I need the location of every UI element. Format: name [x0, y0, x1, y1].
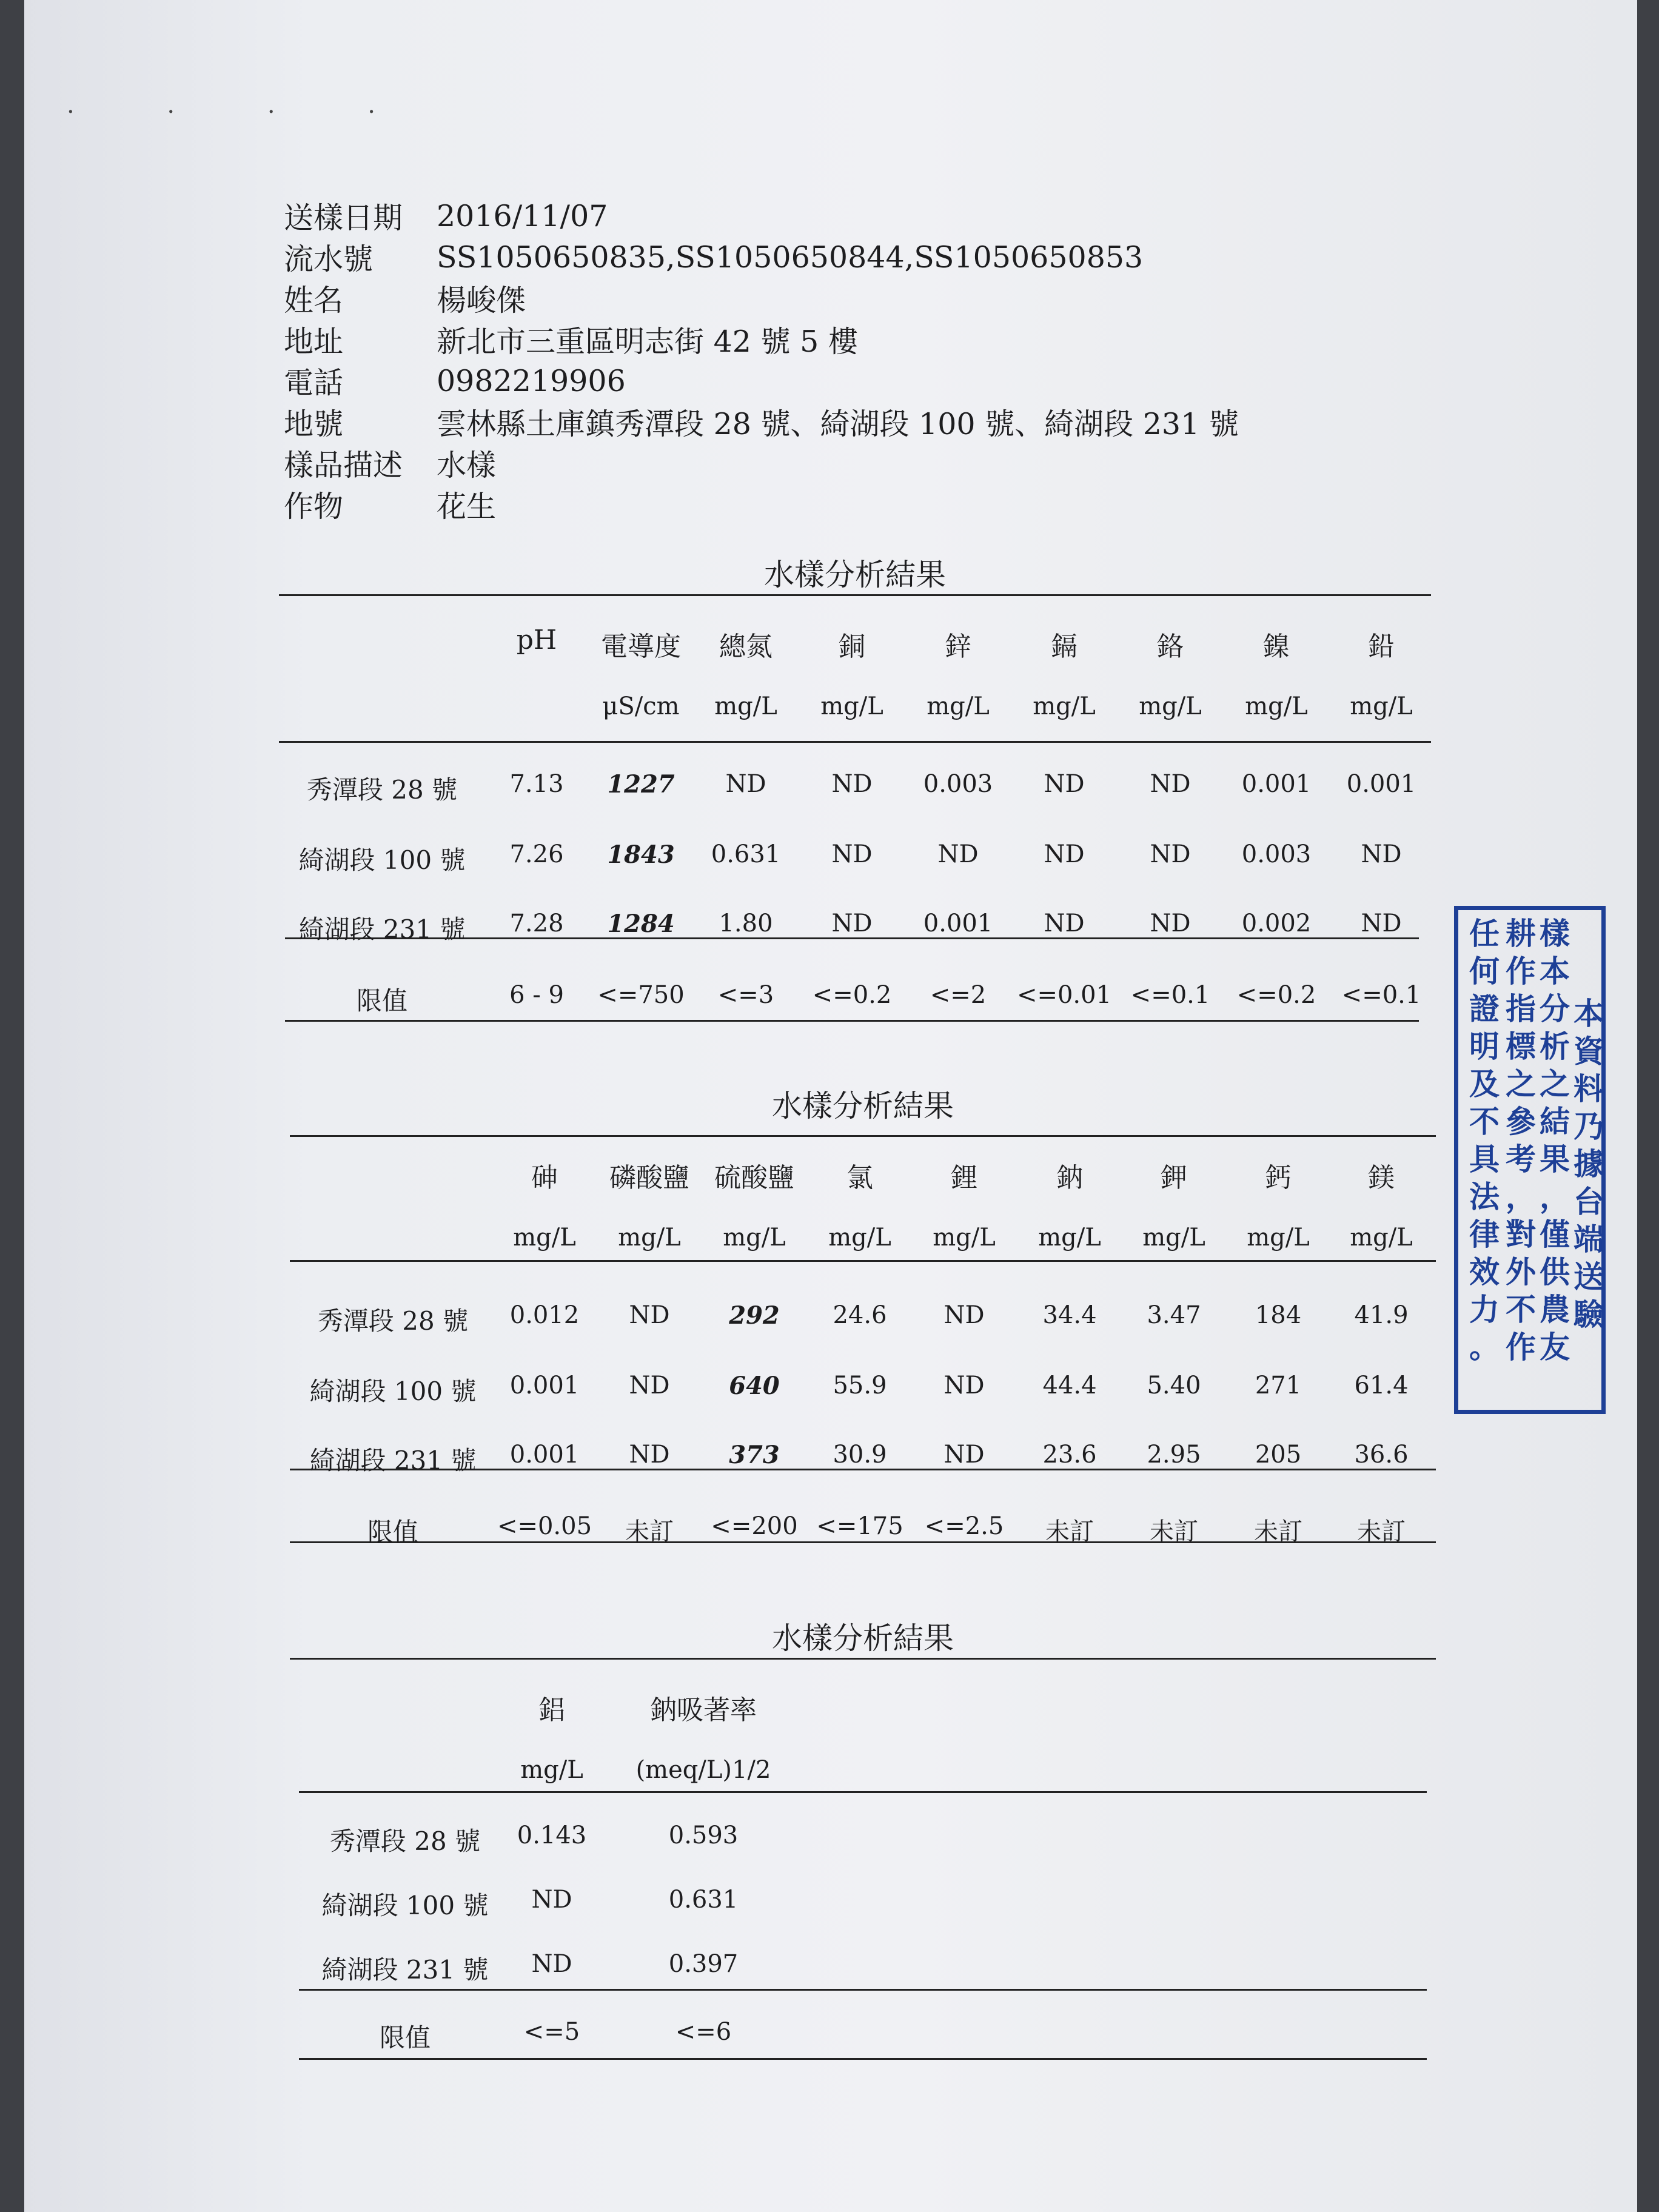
limit-cell: 未訂	[625, 1518, 674, 1546]
table-rule	[299, 2058, 1427, 2060]
info-row-phone	[284, 360, 1239, 401]
column-unit: mg/L	[520, 1756, 583, 1784]
stamp-char: 分	[1540, 991, 1570, 1027]
table-cell: ND	[937, 840, 979, 868]
table-rule	[290, 1260, 1436, 1262]
table-cell: 373	[729, 1441, 780, 1469]
table-title: 水樣分析結果	[764, 557, 946, 592]
limit-cell: 未訂	[1045, 1518, 1094, 1546]
scan-marks: . . . .	[67, 91, 418, 119]
table-rule	[279, 594, 1431, 596]
table-cell: 0.001	[1346, 770, 1416, 798]
column-header: 鎳	[1263, 631, 1290, 662]
limit-cell: <=2.5	[924, 1512, 1004, 1540]
limit-cell: <=0.1	[1130, 981, 1210, 1009]
column-unit: μS/cm	[602, 692, 680, 720]
stamp-char: 農	[1540, 1292, 1570, 1327]
table-cell: 0.143	[517, 1822, 587, 1849]
stamp-char: 果	[1540, 1141, 1570, 1177]
column-header: 鋁	[538, 1695, 565, 1726]
stamp-char: 驗	[1574, 1296, 1604, 1332]
limit-cell: <=0.1	[1341, 981, 1421, 1009]
table-cell: 3.47	[1147, 1301, 1201, 1329]
row-label: 綺湖段 231 號	[321, 1955, 489, 1985]
table-cell: 0.012	[509, 1301, 580, 1329]
info-label: 姓名	[284, 283, 344, 318]
table-cell: 1227	[607, 770, 675, 799]
table-cell: 0.001	[1241, 770, 1312, 798]
info-row-name	[284, 278, 1239, 319]
stamp-char: 耕	[1506, 916, 1536, 951]
table-cell: ND	[943, 1372, 985, 1399]
column-unit: mg/L	[1247, 1224, 1310, 1252]
sample-info	[284, 195, 1239, 525]
table-cell: 0.003	[923, 770, 993, 798]
table-cell: ND	[1361, 840, 1402, 868]
column-header: 鎂	[1368, 1162, 1395, 1193]
row-label: 綺湖段 100 號	[298, 845, 466, 875]
info-value: 新北市三重區明志街 42 號 5 樓	[437, 324, 858, 359]
table-cell: ND	[943, 1441, 985, 1469]
stamp-char: 具	[1469, 1141, 1500, 1177]
table-cell: ND	[943, 1301, 985, 1329]
column-header: 鈣	[1265, 1162, 1292, 1193]
table-cell: 23.6	[1042, 1441, 1097, 1469]
stamp-char: 料	[1574, 1071, 1604, 1107]
limit-cell: <=750	[597, 981, 685, 1009]
info-value: 花生	[437, 489, 497, 524]
column-unit: mg/L	[1033, 692, 1096, 720]
stamp-char: 之	[1540, 1066, 1570, 1102]
table-cell: ND	[1361, 910, 1402, 937]
stamp-char: 指	[1506, 991, 1536, 1027]
table-cell: 0.397	[668, 1950, 739, 1978]
stamp-char: 參	[1506, 1104, 1536, 1139]
table-cell: ND	[1044, 770, 1085, 798]
row-label: 綺湖段 100 號	[321, 1891, 489, 1920]
stamp-char: 明	[1469, 1028, 1500, 1064]
limit-cell: <=0.2	[812, 981, 892, 1009]
column-header: 氯	[846, 1162, 873, 1193]
column-header: 銅	[839, 631, 865, 662]
column-unit: mg/L	[714, 692, 777, 720]
stamp-char: 乃	[1574, 1108, 1604, 1144]
table-cell: 1284	[607, 910, 675, 938]
table-cell: 61.4	[1354, 1372, 1409, 1399]
table-rule	[299, 1989, 1427, 1991]
table-cell: 41.9	[1354, 1301, 1409, 1329]
table-rule	[299, 1791, 1427, 1793]
info-value: 水樣	[437, 448, 497, 483]
limit-cell: 6 - 9	[509, 981, 564, 1009]
column-unit: mg/L	[1350, 692, 1413, 720]
limit-cell: <=0.05	[497, 1512, 592, 1540]
stamp-char: 本	[1540, 953, 1570, 989]
table-cell: 0.001	[509, 1441, 580, 1469]
table-rule	[279, 741, 1431, 743]
table-cell: 30.9	[833, 1441, 887, 1469]
table-cell: ND	[1044, 910, 1085, 937]
info-label: 地址	[284, 324, 344, 359]
stamp-char: 之	[1506, 1066, 1536, 1102]
table-cell: 184	[1255, 1301, 1302, 1329]
info-value: 雲林縣土庫鎮秀潭段 28 號、綺湖段 100 號、綺湖段 231 號	[437, 407, 1239, 441]
stamp-char: 及	[1469, 1066, 1500, 1102]
table-cell: 1.80	[719, 910, 773, 937]
table-cell: 7.26	[509, 840, 564, 868]
stamp-char: 不	[1506, 1292, 1536, 1327]
table-cell: ND	[831, 840, 873, 868]
limit-cell: 未訂	[1254, 1518, 1302, 1546]
column-unit: mg/L	[933, 1224, 996, 1252]
info-value: SS1050650835,SS1050650844,SS1050650853	[437, 240, 1144, 275]
table-cell: 36.6	[1354, 1441, 1409, 1469]
table-title: 水樣分析結果	[772, 1088, 954, 1124]
table-cell: 1843	[607, 840, 675, 869]
disclaimer-stamp	[1454, 906, 1606, 1414]
table-cell: 24.6	[833, 1301, 887, 1329]
table-cell: ND	[629, 1372, 670, 1399]
stamp-char: 作	[1506, 1329, 1536, 1365]
column-header: 鉛	[1368, 631, 1395, 662]
table-cell: 0.593	[668, 1822, 739, 1849]
stamp-char: ，	[1540, 1179, 1570, 1215]
limit-cell: <=0.2	[1236, 981, 1316, 1009]
table-cell: 5.40	[1147, 1372, 1201, 1399]
limit-cell: 未訂	[1357, 1518, 1406, 1546]
stamp-char: 析	[1540, 1028, 1570, 1064]
limit-cell: <=5	[523, 2018, 580, 2046]
column-unit: mg/L	[1139, 692, 1202, 720]
table-cell: 7.13	[509, 770, 564, 798]
info-value: 楊峻傑	[437, 283, 526, 318]
info-label: 樣品描述	[284, 448, 403, 483]
analysis-table-3	[290, 1609, 1436, 2070]
stamp-char: 樣	[1540, 916, 1570, 951]
stamp-char: 結	[1540, 1104, 1570, 1139]
stamp-char: 。	[1469, 1329, 1500, 1365]
stamp-char: 標	[1506, 1028, 1536, 1064]
stamp-char: 律	[1469, 1216, 1500, 1252]
limit-cell: <=200	[711, 1512, 798, 1540]
info-label: 作物	[284, 489, 344, 524]
column-header: 鈉吸著率	[650, 1695, 757, 1726]
info-row-address	[284, 319, 1239, 360]
stamp-char: 力	[1469, 1292, 1500, 1327]
column-header: 鋅	[945, 631, 971, 662]
column-unit: mg/L	[513, 1224, 576, 1252]
row-label: 綺湖段 100 號	[309, 1376, 477, 1406]
info-value: 0982219906	[437, 363, 626, 398]
stamp-char: 作	[1506, 953, 1536, 989]
column-header: 電導度	[601, 631, 681, 662]
table-cell: 0.631	[668, 1886, 739, 1914]
stamp-char: 送	[1574, 1259, 1604, 1295]
table-cell: 640	[729, 1372, 780, 1400]
row-label: 綺湖段 231 號	[298, 914, 466, 944]
stamp-char: 效	[1469, 1254, 1500, 1290]
table-cell: 34.4	[1042, 1301, 1097, 1329]
info-value: 2016/11/07	[437, 198, 608, 233]
limit-cell: <=175	[816, 1512, 903, 1540]
column-header: pH	[516, 625, 557, 655]
column-unit: mg/L	[1245, 692, 1308, 720]
table-cell: 292	[729, 1301, 780, 1330]
analysis-table-2	[290, 1077, 1436, 1562]
stamp-char: 考	[1506, 1141, 1536, 1177]
stamp-char: 外	[1506, 1254, 1536, 1290]
column-header: 鉻	[1157, 631, 1184, 662]
table-cell: 0.002	[1241, 910, 1312, 937]
info-row-date	[284, 195, 1239, 236]
limit-cell: <=0.01	[1016, 981, 1112, 1009]
table-cell: 0.001	[923, 910, 993, 937]
limit-cell: <=6	[675, 2018, 732, 2046]
table-rule	[290, 1658, 1436, 1660]
limit-cell: 未訂	[1150, 1518, 1198, 1546]
info-row-crop	[284, 484, 1239, 525]
column-unit: mg/L	[723, 1224, 786, 1252]
limit-label: 限值	[379, 2023, 431, 2053]
table-cell: ND	[1150, 840, 1191, 868]
table-cell: 0.001	[509, 1372, 580, 1399]
stamp-char: 何	[1469, 953, 1500, 989]
column-header: 硫酸鹽	[714, 1162, 794, 1193]
table-cell: ND	[531, 1950, 572, 1978]
stamp-char: 台	[1574, 1184, 1604, 1219]
table-cell: 2.95	[1147, 1441, 1201, 1469]
column-unit: mg/L	[1038, 1224, 1101, 1252]
stamp-char: ，	[1506, 1179, 1536, 1215]
stamp-char: 資	[1574, 1033, 1604, 1069]
column-header: 鋰	[951, 1162, 977, 1193]
row-label: 秀潭段 28 號	[306, 775, 458, 805]
info-label: 地號	[284, 407, 344, 441]
table-cell: 55.9	[833, 1372, 887, 1399]
table-cell: 205	[1255, 1441, 1302, 1469]
table-rule	[285, 1020, 1419, 1022]
stamp-char: 僅	[1540, 1216, 1570, 1252]
table-cell: 0.631	[711, 840, 781, 868]
column-header: 鈉	[1056, 1162, 1083, 1193]
table-cell: ND	[1150, 910, 1191, 937]
table-cell: ND	[1150, 770, 1191, 798]
analysis-table-1	[279, 546, 1431, 1031]
table-cell: ND	[629, 1301, 670, 1329]
stamp-char: 法	[1469, 1179, 1500, 1215]
row-label: 秀潭段 28 號	[329, 1826, 481, 1856]
column-header: 砷	[531, 1162, 558, 1193]
table-cell: 7.28	[509, 910, 564, 937]
stamp-char: 任	[1469, 916, 1500, 951]
limit-cell: <=3	[717, 981, 774, 1009]
row-label: 秀潭段 28 號	[317, 1306, 469, 1336]
table-title: 水樣分析結果	[772, 1621, 954, 1656]
info-label: 電話	[284, 366, 344, 400]
stamp-char: 證	[1469, 991, 1500, 1027]
row-label: 綺湖段 231 號	[309, 1446, 477, 1475]
stamp-char: 本	[1574, 996, 1604, 1031]
table-cell: ND	[831, 770, 873, 798]
table-cell: 0.003	[1241, 840, 1312, 868]
table-cell: ND	[531, 1886, 572, 1914]
info-row-lot	[284, 401, 1239, 443]
column-unit: mg/L	[618, 1224, 681, 1252]
stamp-char: 據	[1574, 1146, 1604, 1182]
table-cell: 44.4	[1042, 1372, 1097, 1399]
column-unit: mg/L	[828, 1224, 891, 1252]
column-header: 總氮	[719, 631, 773, 662]
table-cell: ND	[629, 1441, 670, 1469]
table-cell: 271	[1255, 1372, 1302, 1399]
limit-label: 限值	[356, 986, 408, 1016]
column-unit: mg/L	[1142, 1224, 1205, 1252]
table-cell: ND	[831, 910, 873, 937]
table-rule	[290, 1135, 1436, 1137]
info-label: 流水號	[284, 242, 374, 276]
stamp-column	[1467, 915, 1502, 1366]
info-row-serial	[284, 236, 1239, 278]
column-unit: mg/L	[1350, 1224, 1413, 1252]
table-cell: ND	[1044, 840, 1085, 868]
column-header: 磷酸鹽	[609, 1162, 689, 1193]
stamp-char: 對	[1506, 1216, 1536, 1252]
info-label: 送樣日期	[284, 201, 403, 235]
column-unit: mg/L	[820, 692, 883, 720]
stamp-char: 供	[1540, 1254, 1570, 1290]
stamp-char: 端	[1574, 1221, 1604, 1257]
column-header: 鉀	[1161, 1162, 1187, 1193]
stamp-column	[1571, 995, 1606, 1333]
stamp-char: 友	[1540, 1329, 1570, 1365]
limit-cell: <=2	[930, 981, 987, 1009]
column-unit: mg/L	[927, 692, 990, 720]
table-cell: ND	[725, 770, 766, 798]
stamp-column	[1503, 915, 1538, 1366]
stamp-column	[1537, 915, 1572, 1366]
column-unit: (meq/L)1/2	[635, 1756, 771, 1784]
limit-label: 限值	[367, 1517, 419, 1547]
column-header: 鎘	[1051, 631, 1078, 662]
info-row-sample	[284, 443, 1239, 484]
stamp-char: 不	[1469, 1104, 1500, 1139]
